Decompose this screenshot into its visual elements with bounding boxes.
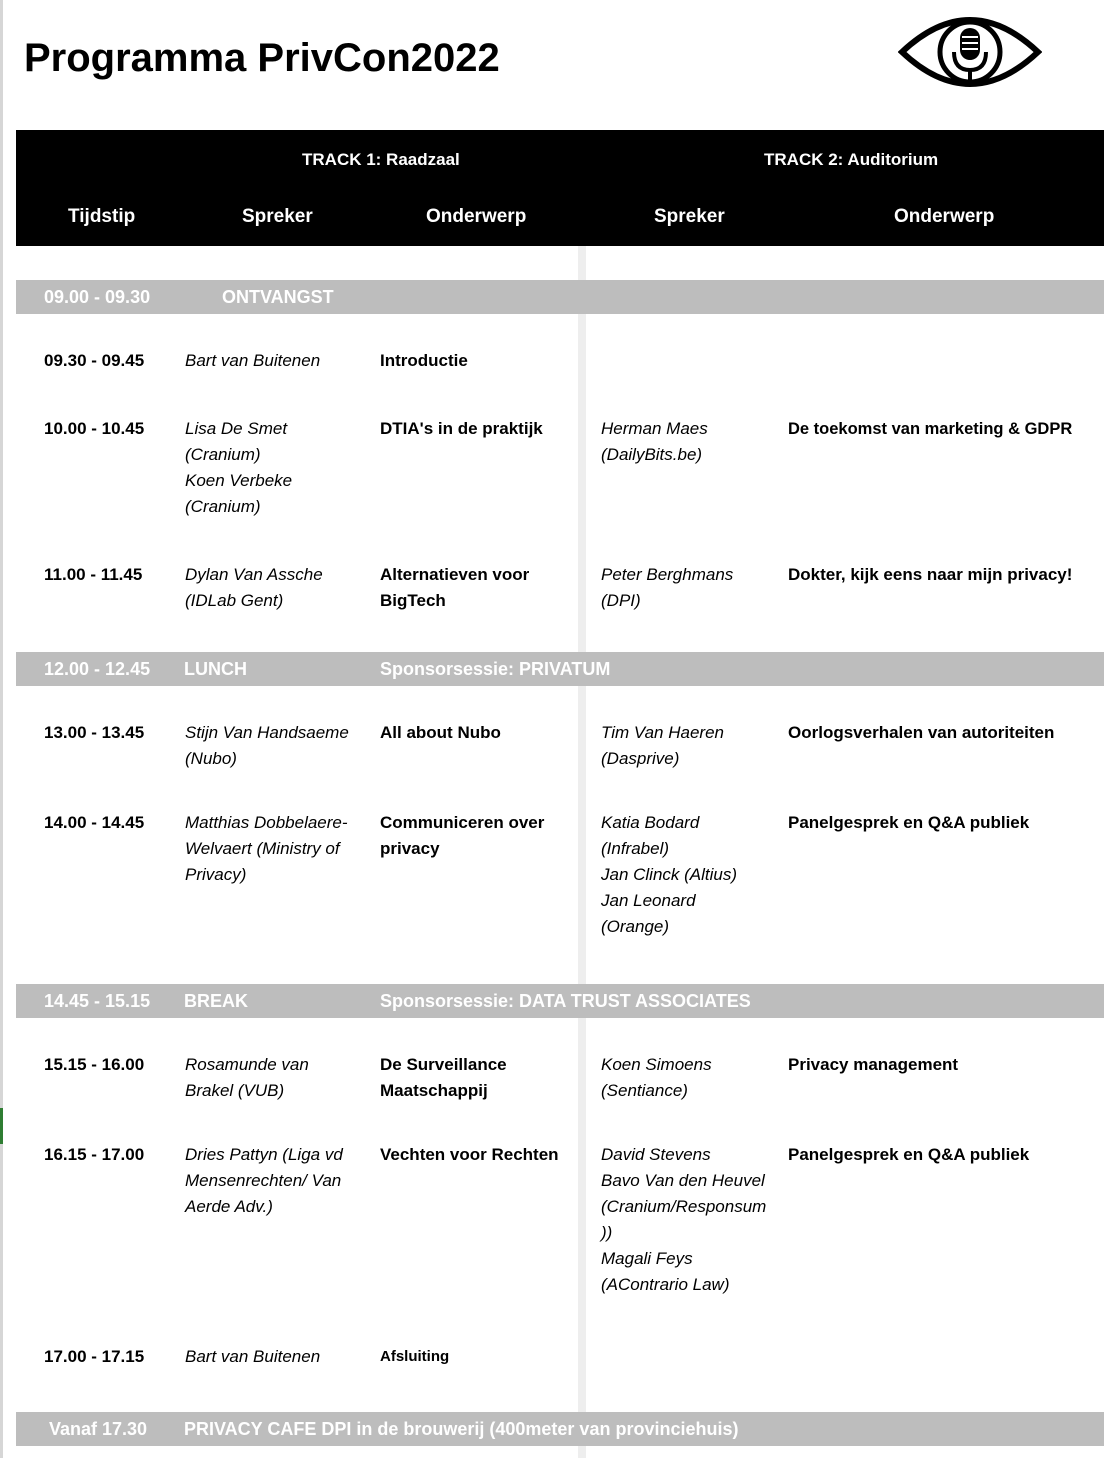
speaker-line: Privacy) [185, 865, 247, 884]
speaker-line: (Cranium) [185, 445, 261, 464]
col-header-time: Tijdstip [68, 206, 136, 227]
speaker-line: David Stevens [601, 1145, 711, 1164]
topic-line: Vechten voor Rechten [380, 1145, 559, 1164]
eye-microphone-icon [898, 12, 1042, 92]
speaker-line: (Cranium/Responsum [601, 1197, 767, 1216]
topic-line: privacy [380, 839, 440, 858]
topic-line: Panelgesprek en Q&A publiek [788, 813, 1030, 832]
speaker-line: (Nubo) [185, 749, 237, 768]
topic-line: Introductie [380, 351, 468, 370]
topic-line: De toekomst van marketing & GDPR [788, 420, 1073, 438]
speaker-line: Bart van Buitenen [185, 1347, 321, 1366]
speaker-line: Bavo Van den Heuvel [601, 1171, 765, 1190]
speaker-line: Matthias Dobbelaere- [185, 813, 348, 832]
track1-title: TRACK 1: Raadzaal [302, 150, 460, 169]
speaker-line: Mensenrechten/ Van [185, 1171, 342, 1190]
topic-line: Oorlogsverhalen van autoriteiten [788, 723, 1055, 742]
program-table [16, 130, 1104, 1458]
session-time: 16.15 - 17.00 [44, 1145, 145, 1164]
topic-line: Afsluiting [380, 1348, 450, 1365]
speaker-line: (Infrabel) [601, 839, 670, 858]
col-header-topic2: Onderwerp [894, 206, 995, 227]
band-ontvangst [16, 280, 1104, 314]
speaker-line: Tim Van Haeren [601, 723, 724, 742]
speaker-line: Welvaert (Ministry of [185, 839, 340, 858]
speaker-line: Jan Clinck (Altius) [601, 865, 738, 884]
speaker-line: Peter Berghmans [601, 565, 734, 584]
speaker-line: Koen Simoens [601, 1055, 712, 1074]
col-header-topic1: Onderwerp [426, 206, 527, 227]
page-edge [0, 0, 3, 1458]
speaker-line: Bart van Buitenen [185, 351, 321, 370]
speaker-line: (Sentiance) [601, 1081, 688, 1100]
speaker-line: (Dasprive) [601, 749, 680, 768]
speaker-line: (Orange) [601, 917, 670, 936]
session-time: 13.00 - 13.45 [44, 723, 145, 742]
track-divider [578, 246, 586, 1458]
speaker-line: Magali Feys [601, 1249, 693, 1268]
speaker-line: Aerde Adv.) [185, 1197, 273, 1216]
band-label: PRIVACY CAFE DPI in de brouwerij (400meter van provinciehuis) [184, 1419, 739, 1439]
session-time: 17.00 - 17.15 [44, 1347, 145, 1366]
speaker-line: Rosamunde van [185, 1055, 309, 1074]
topic-line: Panelgesprek en Q&A publiek [788, 1145, 1030, 1164]
speaker-line: (DPI) [601, 591, 641, 610]
topic-line: All about Nubo [380, 723, 501, 742]
col-header-speaker1: Spreker [242, 206, 313, 227]
topic-line: BigTech [380, 591, 446, 610]
speaker-line: Brakel (VUB) [185, 1081, 285, 1100]
speaker-line: Jan Leonard [601, 891, 696, 910]
band-time: Vanaf 17.30 [49, 1419, 148, 1439]
session-time: 15.15 - 16.00 [44, 1055, 145, 1074]
band-time: 09.00 - 09.30 [44, 287, 151, 307]
band-label: LUNCH [184, 659, 247, 679]
session-time: 09.30 - 09.45 [44, 351, 145, 370]
col-header-speaker2: Spreker [654, 206, 725, 227]
speaker-line: Lisa De Smet [185, 419, 288, 438]
speaker-line: Katia Bodard [601, 813, 700, 832]
topic-line: Maatschappij [380, 1081, 488, 1100]
speaker-line: (Cranium) [185, 497, 261, 516]
topic-line: Dokter, kijk eens naar mijn privacy! [788, 565, 1073, 584]
topic-line: Communiceren over [380, 813, 545, 832]
speaker-line: )) [601, 1223, 613, 1242]
page-title: Programma PrivCon2022 [24, 36, 500, 80]
session-time: 14.00 - 14.45 [44, 813, 145, 832]
band-cafe [16, 1412, 1104, 1446]
speaker-line: (IDLab Gent) [185, 591, 284, 610]
topic-line: Privacy management [788, 1055, 959, 1074]
topic-line: DTIA's in de praktijk [380, 419, 543, 438]
speaker-line: (AContrario Law) [601, 1275, 730, 1294]
topic-line: Alternatieven voor [380, 565, 530, 584]
speaker-line: (DailyBits.be) [601, 445, 703, 464]
topic-line: De Surveillance [380, 1055, 507, 1074]
speaker-line: Dries Pattyn (Liga vd [185, 1145, 343, 1164]
band-sponsor: Sponsorsessie: PRIVATUM [380, 659, 611, 679]
band-sponsor: Sponsorsessie: DATA TRUST ASSOCIATES [380, 991, 751, 1011]
edge-marker [0, 1108, 3, 1144]
band-time: 14.45 - 15.15 [44, 991, 151, 1011]
speaker-line: Stijn Van Handsaeme [185, 723, 349, 742]
band-time: 12.00 - 12.45 [44, 659, 151, 679]
table-header [16, 130, 1104, 246]
speaker-line: Dylan Van Assche [185, 565, 323, 584]
track2-title: TRACK 2: Auditorium [764, 150, 939, 169]
band-break [16, 984, 1104, 1018]
band-lunch [16, 652, 1104, 686]
band-label: ONTVANGST [222, 287, 334, 307]
session-time: 11.00 - 11.45 [44, 565, 143, 584]
speaker-line: Koen Verbeke [185, 471, 293, 490]
band-label: BREAK [184, 991, 249, 1011]
session-time: 10.00 - 10.45 [44, 419, 145, 438]
speaker-line: Herman Maes [601, 419, 708, 438]
